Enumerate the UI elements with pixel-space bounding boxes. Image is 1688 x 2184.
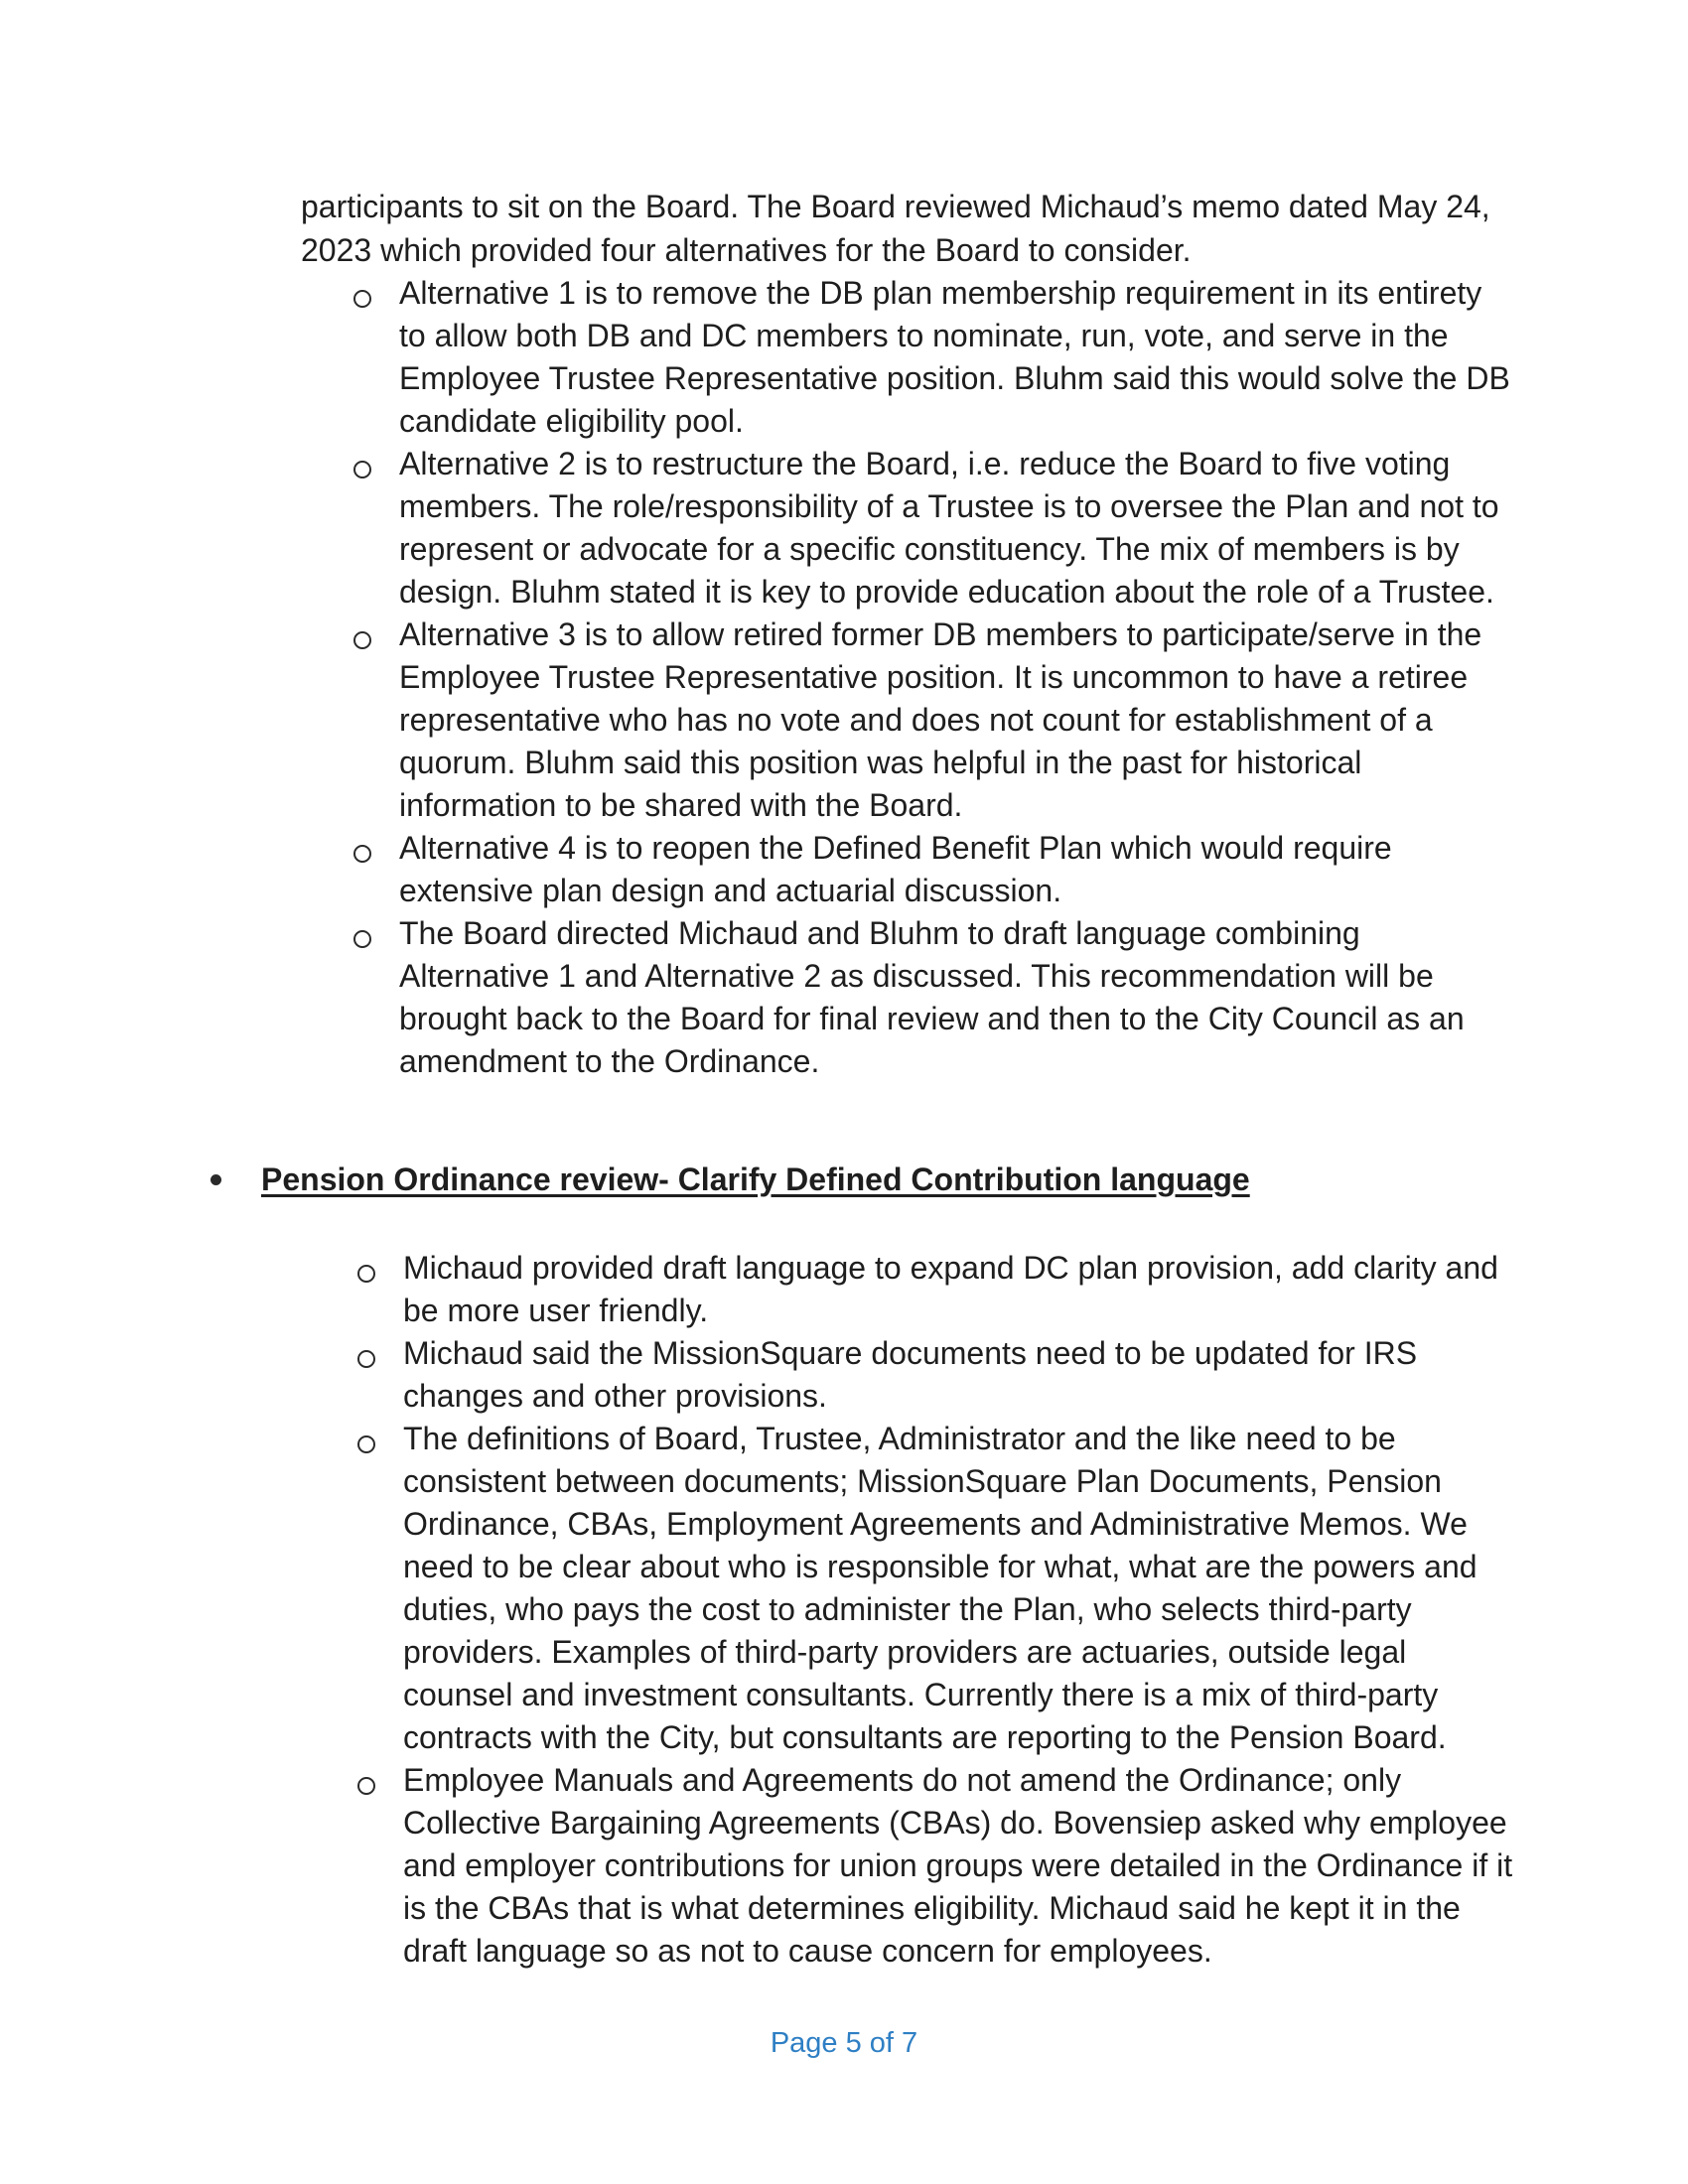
hollow-circle-bullet-icon: [353, 631, 371, 649]
list-item: [357, 1332, 1514, 1418]
section-items-list: [357, 1247, 1514, 1973]
list-item-text: The definitions of Board, Trustee, Administrator and the like need to be consistent between documents; MissionSquare Plan Documents, Pension Ordinance, CBAs, Employment Agreements and Administrative Memos. We need to be clear about who is responsible for what, what are the powers and duties, who pays the cost to administer the Plan, who selects third-party providers. Examples of third-party providers are actuaries, outside legal counsel and investment consultants. Currently there is a mix of third-party contracts with the City, but consultants are reporting to the Pension Board.: [403, 1421, 1477, 1755]
hollow-circle-bullet-icon: [353, 930, 371, 948]
list-item: [353, 443, 1510, 614]
section-heading-text: Pension Ordinance review- Clarify Defined Contribution language: [261, 1161, 1250, 1197]
list-item-text: Alternative 2 is to restructure the Board, i.e. reduce the Board to five voting members. The role/responsibility of a Trustee is to oversee the Plan and not to represent or advocate for a specific constituency. The mix of members is by design. Bluhm stated it is key to provide education about the role of a Trustee.: [399, 446, 1499, 610]
alternatives-list: [353, 272, 1510, 1083]
hollow-circle-bullet-icon: [357, 1265, 375, 1283]
page-number-footer: Page 5 of 7: [770, 2027, 918, 2059]
hollow-circle-bullet-icon: [353, 845, 371, 863]
list-item-text: Michaud provided draft language to expand DC plan provision, add clarity and be more user friendly.: [403, 1250, 1498, 1328]
list-item: [353, 614, 1510, 827]
list-item: [353, 912, 1510, 1083]
list-item-text: The Board directed Michaud and Bluhm to draft language combining Alternative 1 and Alternative 2 as discussed. This recommendation will be brought back to the Board for final review and then to the City Council as an amendment to the Ordinance.: [399, 915, 1465, 1079]
hollow-circle-bullet-icon: [357, 1435, 375, 1453]
hollow-circle-bullet-icon: [353, 461, 371, 478]
list-item: [353, 827, 1510, 912]
list-item: [357, 1418, 1514, 1759]
hollow-circle-bullet-icon: [353, 290, 371, 308]
filled-circle-bullet-icon: [211, 1174, 221, 1185]
list-item-text: Alternative 1 is to remove the DB plan membership requirement in its entirety to allow both DB and DC members to nominate, run, vote, and serve in the Employee Trustee Representative position. Bluhm said this would solve the DB candidate eligibility pool.: [399, 275, 1510, 439]
list-item: [357, 1247, 1514, 1332]
list-item-text: Michaud said the MissionSquare documents need to be updated for IRS changes and other provisions.: [403, 1335, 1418, 1414]
list-item: [357, 1759, 1514, 1973]
list-item: [353, 272, 1510, 443]
hollow-circle-bullet-icon: [357, 1350, 375, 1368]
hollow-circle-bullet-icon: [357, 1777, 375, 1795]
list-item-text: Employee Manuals and Agreements do not amend the Ordinance; only Collective Bargaining Agreements (CBAs) do. Bovensiep asked why employee and employer contributions for union groups were detailed in the Ordinance if it is the CBAs that is what determines eligibility. Michaud said he kept it in the draft language so as not to cause concern for employees.: [403, 1762, 1513, 1969]
intro-paragraph: participants to sit on the Board. The Board reviewed Michaud’s memo dated May 24, 2023 which provided four alternatives for the Board to consider.: [301, 189, 1490, 268]
list-item-text: Alternative 4 is to reopen the Defined Benefit Plan which would require extensive plan design and actuarial discussion.: [399, 830, 1392, 908]
list-item-text: Alternative 3 is to allow retired former DB members to participate/serve in the Employee Trustee Representative position. It is uncommon to have a retiree representative who has no vote and does not count for establishment of a quorum. Bluhm said this position was helpful in the past for historical information to be shared with the Board.: [399, 616, 1482, 823]
